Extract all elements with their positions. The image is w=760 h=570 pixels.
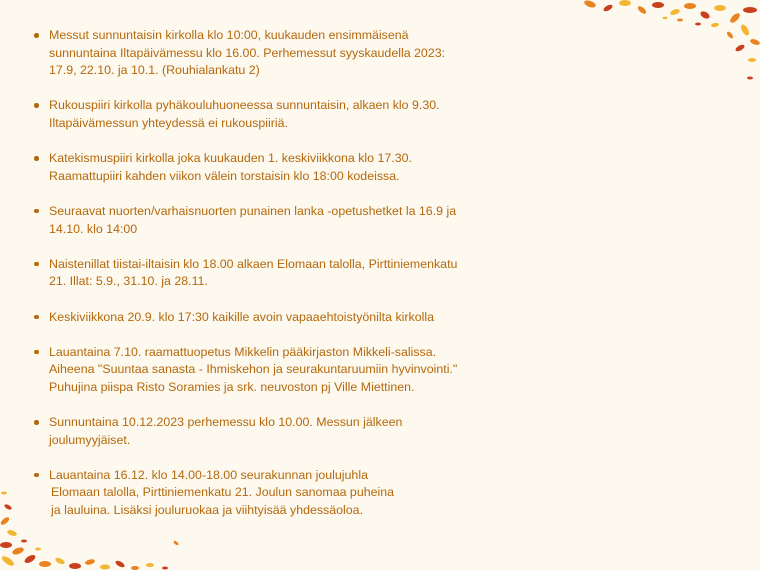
autumn-leaves-icon (0, 485, 185, 570)
event-text-line: Elomaan talolla, Pirttiniemenkatu 21. Joulun sanomaa puheina (51, 485, 395, 500)
event-text-line: Iltapäivämessun yhteydessä ei rukouspiiriä. (49, 115, 288, 130)
event-text-line: Messut sunnuntaisin kirkolla klo 10:00, kuukauden ensimmäisenä (49, 28, 409, 42)
list-item (49, 256, 539, 291)
list-item (49, 344, 539, 397)
list-item (49, 203, 539, 238)
list-item (49, 27, 539, 80)
event-text-line: Seuraavat nuorten/varhaisnuorten punainen lanka -opetushetket la 16.9 ja (49, 203, 457, 218)
event-text-line: 14.10. klo 14:00 (49, 221, 138, 236)
event-text-line: sunnuntaina Iltapäivämessu klo 16.00. Perhemessut syyskaudella 2023: (49, 45, 446, 60)
event-text-line: Sunnuntaina 10.12.2023 perhemessu klo 10.00. Messun jälkeen (49, 415, 403, 430)
list-item (49, 97, 539, 132)
event-text-line: Raamattupiiri kahden viikon välein torstaisin klo 18:00 kodeissa. (49, 168, 400, 183)
list-item (49, 150, 539, 185)
event-list (30, 27, 539, 537)
autumn-leaves-icon (580, 0, 760, 90)
event-text-line: joulumyyjäiset. (49, 432, 131, 447)
event-text-line: Lauantaina 7.10. raamattuopetus Mikkelin pääkirjaston Mikkeli-salissa. (49, 344, 437, 359)
event-text-line: Katekismuspiiri kirkolla joka kuukauden 1. keskiviikkona klo 17.30. (49, 151, 412, 166)
event-text-line: Puhujina piispa Risto Soramies ja srk. neuvoston pj Ville Miettinen. (49, 379, 415, 394)
list-item (49, 309, 539, 327)
event-text-line: Keskiviikkona 20.9. klo 17:30 kaikille avoin vapaaehtoistyönilta kirkolla (49, 309, 435, 324)
event-text-line: Rukouspiiri kirkolla pyhäkouluhuoneessa sunnuntaisin, alkaen klo 9.30. (49, 98, 440, 113)
list-item (49, 414, 539, 449)
event-text-line: Lauantaina 16.12. klo 14.00-18.00 seurakunnan joulujuhla (49, 467, 368, 482)
event-text-line: 17.9, 22.10. ja 10.1. (Rouhialankatu 2) (49, 63, 260, 78)
event-text-line: Aiheena "Suuntaa sanasta - Ihmiskehon ja seurakuntaruumiin hyvinvointi." (49, 362, 458, 377)
event-text-line: ja lauluina. Lisäksi jouluruokaa ja viihtyisää yhdessäoloa. (51, 503, 364, 518)
event-text-line: 21. Illat: 5.9., 31.10. ja 28.11. (49, 274, 208, 289)
event-text-line: Naistenillat tiistai-iltaisin klo 18.00 alkaen Elomaan talolla, Pirttiniemenkatu (49, 256, 458, 271)
